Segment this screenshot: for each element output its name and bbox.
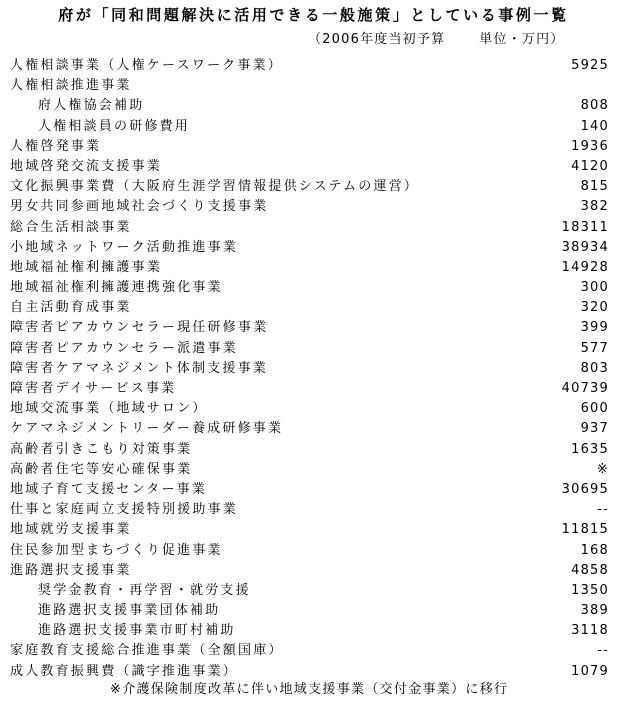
program-name: 住民参加型まちづくり促進事業 [10, 542, 223, 558]
budget-amount: 320 [580, 300, 609, 316]
budget-amount: 1936 [571, 138, 609, 154]
program-name: 家庭教育支援総合推進事業（全額国庫） [10, 643, 284, 659]
sub-program-row [0, 581, 627, 601]
program-name: 文化振興事業費（大阪府生涯学習情報提供システムの運営） [10, 179, 420, 195]
program-name: 地域福祉権利擁護事業 [10, 259, 163, 275]
program-row [0, 379, 627, 399]
budget-amount: 399 [580, 320, 609, 336]
program-name: 障害者ケアマネジメント体制支援事業 [10, 360, 269, 376]
program-row [0, 561, 627, 581]
program-name: 人権相談員の研修費用 [38, 118, 191, 134]
sub-program-row [0, 601, 627, 621]
budget-amount: 1079 [571, 663, 609, 679]
program-name: 男女共同参画地域社会づくり支援事業 [10, 199, 269, 215]
program-name: 仕事と家庭両立支援特別援助事業 [10, 502, 239, 518]
budget-amount: 4858 [571, 562, 609, 578]
program-row [0, 177, 627, 197]
program-name: 進路選択支援事業市町村補助 [38, 623, 236, 639]
program-row [0, 440, 627, 460]
program-name: 高齢者住宅等安心確保事業 [10, 461, 193, 477]
budget-amount: 600 [580, 401, 609, 417]
budget-amount: 40739 [561, 381, 609, 396]
budget-amount: 815 [580, 179, 609, 195]
budget-amount: 30695 [561, 481, 609, 497]
program-name: 障害者ピアカウンセラー派遣事業 [10, 340, 238, 356]
budget-amount: ※ [596, 461, 609, 477]
program-row [0, 480, 627, 500]
program-name: 総合生活相談事業 [10, 219, 132, 235]
sub-program-row [0, 117, 627, 137]
budget-amount: -- [597, 502, 609, 518]
program-name: 地域交流事業（地域サロン） [10, 401, 208, 417]
sub-program-row [0, 621, 627, 641]
program-row [0, 218, 627, 238]
program-name: 高齢者引きこもり対策事業 [10, 441, 193, 457]
program-row [0, 318, 627, 338]
program-name: ケアマネジメントリーダー養成研修事業 [10, 421, 284, 437]
program-row [0, 278, 627, 298]
program-row [0, 419, 627, 439]
footnote: ※介護保険制度改革に伴い地域支援事業（交付金事業）に移行 [110, 682, 509, 697]
program-row [0, 238, 627, 258]
program-row [0, 460, 627, 480]
program-row [0, 399, 627, 419]
program-row [0, 197, 627, 217]
program-row [0, 339, 627, 359]
program-name: 奨学金教育・再学習・就労支援 [38, 582, 251, 598]
program-name: 府人権協会補助 [38, 98, 145, 114]
budget-amount: 382 [580, 199, 609, 215]
program-row [0, 56, 627, 76]
program-name: 進路選択支援事業団体補助 [38, 603, 221, 619]
program-name: 障害者デイサービス事業 [10, 381, 177, 396]
program-row [0, 298, 627, 318]
program-name: 人権啓発事業 [10, 138, 102, 154]
budget-amount: -- [597, 643, 609, 659]
program-name: 地域啓発交流支援事業 [10, 158, 163, 174]
budget-amount: 14928 [561, 259, 609, 275]
budget-amount: 1350 [571, 582, 609, 598]
program-row [0, 662, 627, 682]
budget-amount: 5925 [571, 58, 609, 73]
program-row [0, 541, 627, 561]
sub-program-row [0, 96, 627, 116]
budget-note [308, 30, 565, 50]
budget-amount: 11815 [561, 522, 609, 538]
program-name: 人権相談推進事業 [10, 78, 132, 94]
document-title: 府が「同和問題解決に活用できる一般施策」としている事例一覧 [58, 6, 569, 24]
budget-amount: 3118 [571, 623, 609, 639]
program-row [0, 258, 627, 278]
program-name: 自主活動育成事業 [10, 300, 132, 316]
budget-amount: 803 [580, 360, 609, 376]
program-name: 小地域ネットワーク活動推進事業 [10, 239, 239, 255]
program-name: 地域福祉権利擁護連携強化事業 [10, 280, 223, 296]
budget-amount: 168 [580, 542, 609, 558]
unit-label: 単位・万円） [479, 32, 565, 47]
program-name: 地域就労支援事業 [10, 522, 132, 538]
program-list [0, 56, 627, 682]
program-row [0, 359, 627, 379]
program-row [0, 137, 627, 157]
program-name: 進路選択支援事業 [10, 562, 132, 578]
program-row [0, 641, 627, 661]
program-name: 障害者ピアカウンセラー現任研修事業 [10, 320, 269, 336]
program-row [0, 157, 627, 177]
program-name: 人権相談事業（人権ケースワーク事業） [10, 58, 283, 73]
program-row [0, 76, 627, 96]
budget-amount: 300 [580, 280, 609, 296]
budget-amount: 389 [580, 603, 609, 619]
budget-amount: 577 [580, 340, 609, 356]
program-row [0, 520, 627, 540]
budget-amount: 808 [580, 98, 609, 114]
budget-amount: 140 [580, 118, 609, 134]
budget-amount: 18311 [561, 219, 609, 235]
budget-amount: 4120 [571, 158, 609, 174]
program-name: 地域子育て支援センター事業 [10, 481, 208, 497]
budget-year: （2006年度当初予算 [308, 32, 446, 47]
program-name: 成人教育振興費（識字推進事業） [10, 663, 239, 679]
budget-amount: 937 [580, 421, 609, 437]
budget-amount: 1635 [571, 441, 609, 457]
program-row [0, 500, 627, 520]
budget-amount: 38934 [561, 239, 609, 255]
